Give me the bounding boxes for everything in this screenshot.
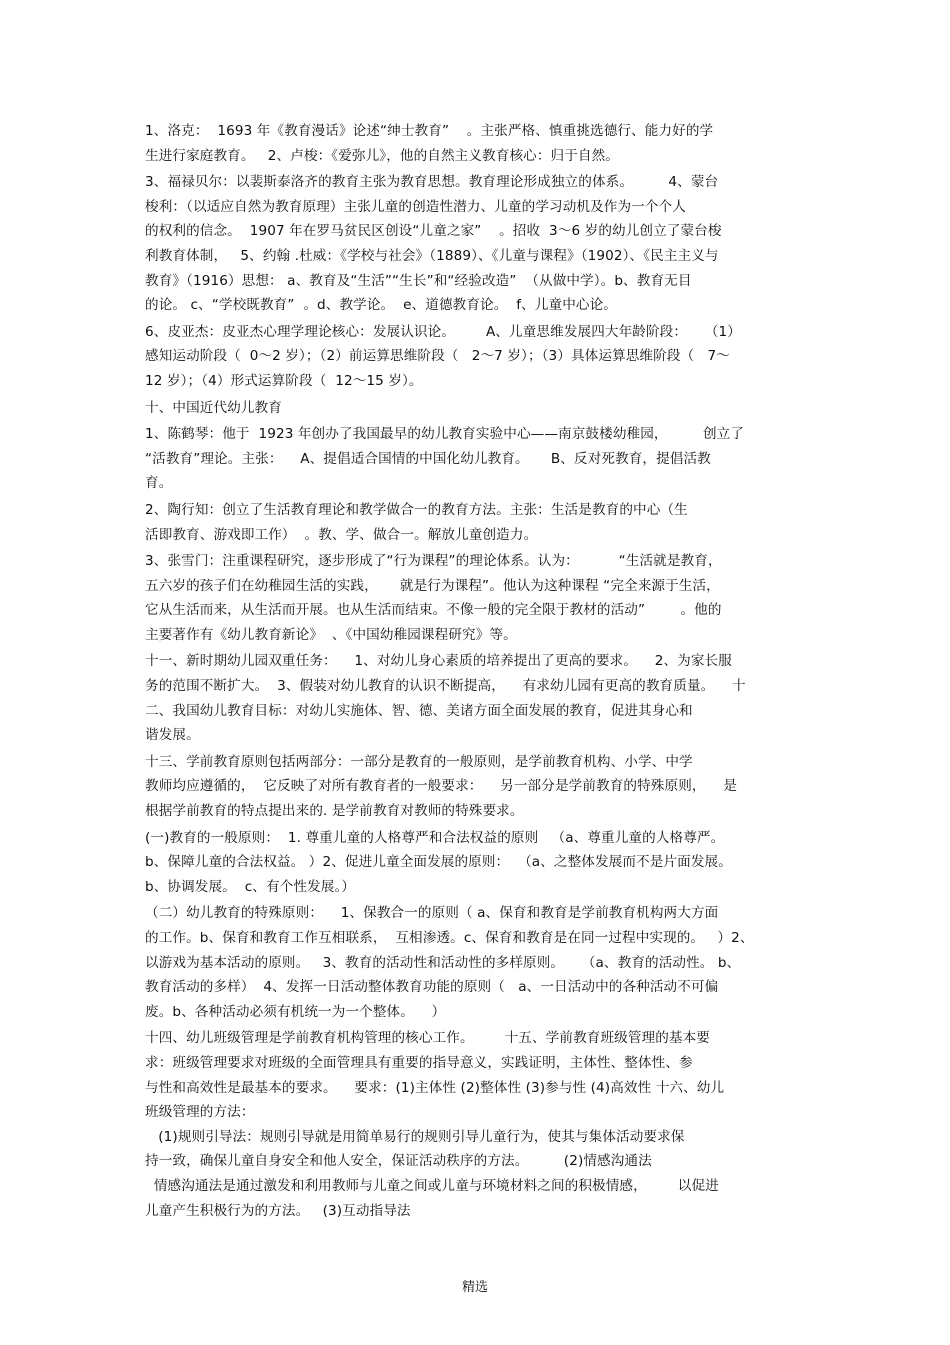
text-line: (一)教育的一般原则： 1. 尊重儿童的人格尊严和合法权益的原则 （a、尊重儿童的人格尊严。 — [145, 829, 725, 846]
text-line: 废。b、各种活动必须有机统一为一个整体。 ） — [145, 1003, 446, 1020]
text-line: 12 岁）；（4）形式运算阶段（ 12～15 岁）。 — [145, 372, 423, 389]
text-line: 它从生活而来，从生活而开展。也从生活而结束。不像一般的完全限于教材的活动” 。他的 — [145, 602, 722, 619]
text-line: 教育》（1916）思想： a、教育及“生活”“生长”和“经验改造” （从做中学）。b、教育无目 — [145, 272, 692, 289]
text-line: 的工作。b、保育和教育工作互相联系， 互相渗透。c、保育和教育是在同一过程中实现的。 ）2、 — [145, 930, 754, 946]
text-line: 的论。 c、“学校既教育” 。d、教学论。 e、道德教育论。 f、儿童中心论。 — [145, 297, 618, 314]
text-line: (1)规则引导法：规则引导就是用简单易行的规则引导儿童行为，使其与集体活动要求保 — [145, 1128, 685, 1145]
text-line: 班级管理的方法： — [145, 1104, 255, 1121]
text-line: 二、我国幼儿教育目标：对幼儿实施体、智、德、美诸方面全面发展的教育，促进其身心和 — [145, 702, 693, 719]
text-line: 主要著作有《幼儿教育新论》 、《中国幼稚园课程研究》等。 — [145, 626, 517, 643]
text-line: 梭利：（以适应自然为教育原理）主张儿童的创造性潜力、儿童的学习动机及作为一个个人 — [145, 198, 686, 215]
text-line: 情感沟通法是通过激发和利用教师与儿童之间或儿童与环境材料之间的积极情感， 以促进 — [145, 1177, 719, 1194]
text-line: 务的范围不断扩大。 3、假装对幼儿教育的认识不断提高， 有求幼儿园有更高的教育质量。 十 — [145, 678, 746, 695]
text-line: 与性和高效性是最基本的要求。 要求：(1)主体性 (2)整体性 (3)参与性 (4)高效性 十六、幼儿 — [145, 1079, 725, 1096]
text-line: 的权利的信念。 1907 年在罗马贫民区创设“儿童之家” 。招收 3～6 岁的幼儿创立了蒙台梭 — [145, 223, 722, 240]
text-line: 生进行家庭教育。 2、卢梭：《爱弥儿》，他的自然主义教育核心：归于自然。 — [145, 147, 619, 164]
text-line: 3、张雪门：注重课程研究，逐步形成了“行为课程”的理论体系。认为： “生活就是教育， — [145, 553, 722, 570]
text-line: 求：班级管理要求对班级的全面管理具有重要的指导意义，实践证明，主体性、整体性、参 — [145, 1054, 693, 1071]
text-line: b、保障儿童的合法权益。 ）2、促进儿童全面发展的原则： （a、之整体发展而不是片面发展。 — [145, 854, 732, 871]
text-line: 教师均应遵循的， 它反映了对所有教育者的一般要求： 另一部分是学前教育的特殊原则， 是 — [145, 778, 737, 795]
text-line: 持一致，确保儿童自身安全和他人安全，保证活动秩序的方法。 (2)情感沟通法 — [145, 1153, 652, 1170]
text-line: 十三、学前教育原则包括两部分：一部分是教育的一般原则，是学前教育机构、小学、中学 — [145, 753, 693, 770]
document-body — [145, 119, 813, 1223]
text-line: 教育活动的多样） 4、发挥一日活动整体教育功能的原则（ a、一日活动中的各种活动不可偏 — [145, 979, 719, 996]
text-line: 利教育体制， 5、约翰 .杜威：《学校与社会》（1889）、《儿童与课程》（1902）、《民主主义与 — [145, 247, 719, 264]
text-line: “活教育”理论。主张： A、提倡适合国情的中国化幼儿教育。 B、反对死教育，提倡活教 — [145, 450, 711, 467]
text-line: 感知运动阶段（ 0～2 岁）；（2）前运算思维阶段（ 2～7 岁）；（3）具体运算思维阶段（ 7～ — [145, 348, 730, 365]
text-line: 1、洛克： 1693 年《教育漫话》论述“绅士教育” 。主张严格、慎重挑选德行、能力好的学 — [145, 123, 714, 139]
text-line: 五六岁的孩子们在幼稚园生活的实践， 就是行为课程”。他认为这种课程 “完全来源于生活， — [145, 577, 720, 594]
text-line: （二）幼儿教育的特殊原则： 1、保教合一的原则（ a、保育和教育是学前教育机构两大方面 — [145, 905, 719, 922]
text-line: 3、福禄贝尔：以裴斯泰洛齐的教育主张为教育思想。教育理论形成独立的体系。 4、蒙台 — [145, 174, 719, 191]
text-line: 谐发展。 — [145, 727, 200, 744]
text-line: 6、皮亚杰：皮亚杰心理学理论核心：发展认识论。 A、儿童思维发展四大年龄阶段： （1） — [145, 323, 741, 340]
text-line: 2、陶行知：创立了生活教育理论和教学做合一的教育方法。主张：生活是教育的中心（生 — [145, 501, 688, 518]
page-footer: 精选 — [461, 1280, 488, 1295]
text-line: 1、陈鹤琴：他于 1923 年创办了我国最早的幼儿教育实验中心——南京鼓楼幼稚园， 创立了 — [145, 426, 745, 443]
text-line: 十一、新时期幼儿园双重任务： 1、对幼儿身心素质的培养提出了更高的要求。 2、为家长服 — [145, 653, 732, 670]
text-line: 儿童产生积极行为的方法。 (3)互动指导法 — [145, 1202, 411, 1219]
text-line: 根据学前教育的特点提出来的. 是学前教育对教师的特殊要求。 — [145, 803, 524, 820]
text-line: 育。 — [145, 475, 173, 492]
text-line: 活即教育、游戏即工作） 。教、学、做合一。解放儿童创造力。 — [145, 526, 538, 543]
text-line: 十四、幼儿班级管理是学前教育机构管理的核心工作。 十五、学前教育班级管理的基本要 — [145, 1030, 711, 1047]
text-line: b、协调发展。 c、有个性发展。） — [145, 878, 356, 895]
text-line: 以游戏为基本活动的原则。 3、教育的活动性和活动性的多样原则。 （a、教育的活动性。 b、 — [145, 954, 741, 971]
text-line: 十、中国近代幼儿教育 — [145, 399, 282, 416]
